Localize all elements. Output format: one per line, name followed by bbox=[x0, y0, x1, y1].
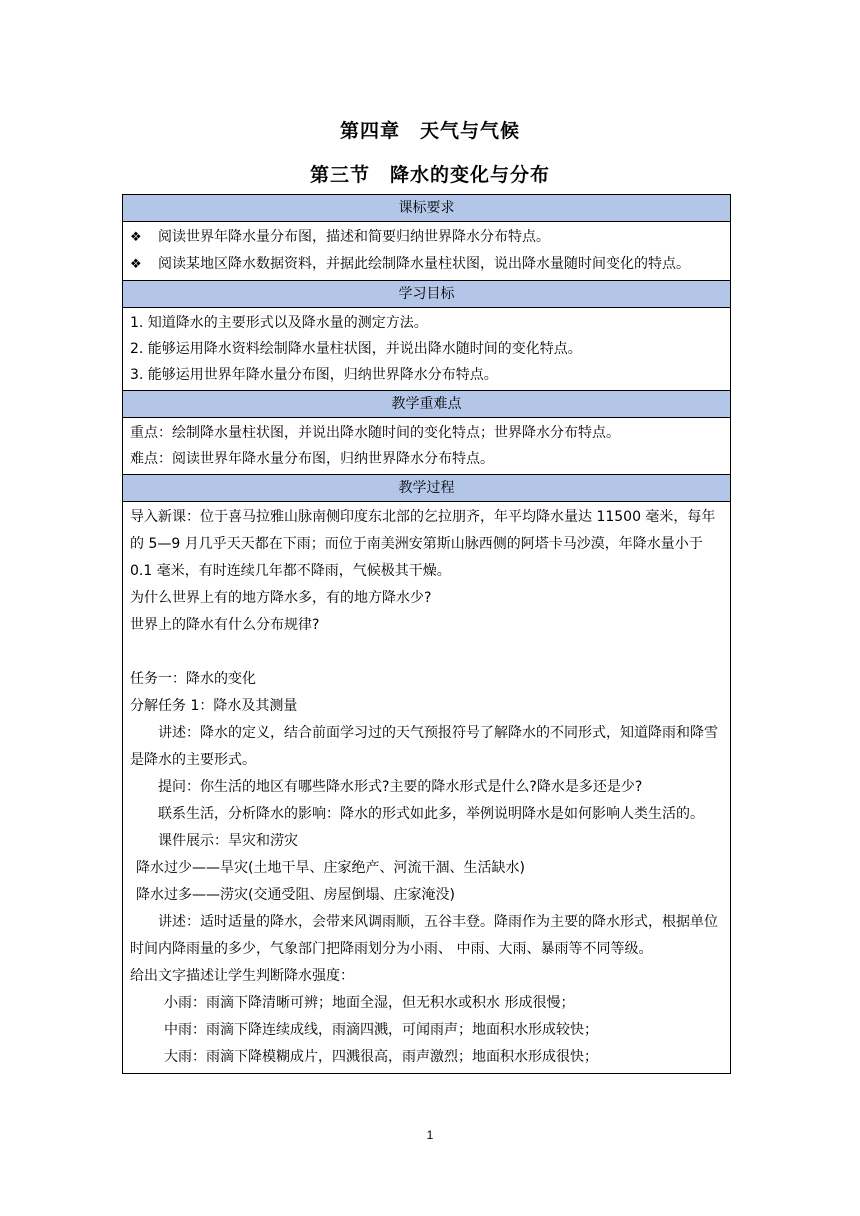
process-section bbox=[123, 502, 730, 1073]
question-paragraph: 世界上的降水有什么分布规律? bbox=[130, 617, 320, 633]
discussion-paragraph: 联系生活，分析降水的影响：降水的形式如此多，举例说明降水是如何影响人类生活的。 bbox=[158, 806, 704, 822]
standards-item bbox=[130, 224, 724, 251]
standards-header: 课标要求 bbox=[123, 195, 730, 222]
objectives-section bbox=[123, 308, 730, 391]
flood-line: 降水过多——涝灾(交通受阻、房屋倒塌、庄家淹没) bbox=[136, 887, 455, 903]
process-header: 教学过程 bbox=[123, 475, 730, 502]
courseware-paragraph: 课件展示：旱灾和涝灾 bbox=[158, 833, 298, 849]
instruction-paragraph: 给出文字描述让学生判断降水强度： bbox=[130, 968, 354, 984]
diamond-bullet-icon: ❖ bbox=[130, 257, 142, 272]
section-title: 第三节 降水的变化与分布 bbox=[309, 164, 550, 186]
light-rain-line: 小雨：雨滴下降清晰可辨；地面全湿，但无积水或积水 形成很慢； bbox=[164, 995, 575, 1011]
objective-item: 1. 知道降水的主要形式以及降水量的测定方法。 bbox=[130, 315, 428, 331]
objective-item: 3. 能够运用世界年降水量分布图，归纳世界降水分布特点。 bbox=[130, 367, 498, 383]
moderate-rain-line: 中雨：雨滴下降连续成线，雨滴四溅，可闻雨声；地面积水形成较快； bbox=[164, 1022, 598, 1038]
standards-item-text: 阅读某地区降水数据资料，并据此绘制降水量柱状图，说出降水量随时间变化的特点。 bbox=[158, 256, 690, 272]
standards-section bbox=[123, 222, 730, 281]
chapter-title: 第四章 天气与气候 bbox=[339, 120, 520, 142]
lesson-plan-table bbox=[122, 194, 731, 1074]
subtask-heading: 分解任务 1：降水及其测量 bbox=[130, 698, 298, 714]
standards-item bbox=[130, 251, 724, 278]
question-paragraph: 为什么世界上有的地方降水多，有的地方降水少? bbox=[130, 590, 432, 606]
narration-paragraph: 讲述：降水的定义，结合前面学习过的天气预报符号了解降水的不同形式，知道降雨和降雪是降水的主要形式。 bbox=[130, 725, 718, 768]
question-paragraph: 提问：你生活的地区有哪些降水形式?主要的降水形式是什么?降水是多还是少? bbox=[158, 779, 643, 795]
standards-item-text: 阅读世界年降水量分布图，描述和简要归纳世界降水分布特点。 bbox=[158, 229, 550, 245]
objective-item: 2. 能够运用降水资料绘制降水量柱状图，并说出降水随时间的变化特点。 bbox=[130, 341, 582, 357]
blank-line bbox=[130, 639, 724, 666]
diamond-bullet-icon: ❖ bbox=[130, 230, 142, 245]
key-points-section bbox=[123, 418, 730, 475]
task-heading: 任务一：降水的变化 bbox=[130, 671, 256, 687]
drought-line: 降水过少——旱灾(土地干旱、庄家绝产、河流干涸、生活缺水) bbox=[136, 860, 525, 876]
page-number: 1 bbox=[426, 1128, 434, 1142]
key-points-header: 教学重难点 bbox=[123, 391, 730, 418]
focus-point: 重点：绘制降水量柱状图，并说出降水随时间的变化特点；世界降水分布特点。 bbox=[130, 425, 620, 441]
difficulty-point: 难点：阅读世界年降水量分布图，归纳世界降水分布特点。 bbox=[130, 451, 494, 467]
heavy-rain-line: 大雨：雨滴下降模糊成片，四溅很高，雨声激烈；地面积水形成很快； bbox=[164, 1049, 598, 1065]
objectives-header: 学习目标 bbox=[123, 281, 730, 308]
intro-paragraph: 导入新课：位于喜马拉雅山脉南侧印度东北部的乞拉朋齐，年平均降水量达 11500 毫米，每年的 5—9 月几乎天天都在下雨；而位于南美洲安第斯山脉西侧的阿塔卡马沙漠，年降水量小于 0.1 毫米，有时连续几年都不降雨，气候极其干燥。 bbox=[130, 509, 716, 579]
narration-paragraph: 讲述：适时适量的降水，会带来风调雨顺，五谷丰登。降雨作为主要的降水形式，根据单位时间内降雨量的多少，气象部门把降雨划分为小雨、 中雨、大雨、暴雨等不同等级。 bbox=[130, 914, 718, 957]
